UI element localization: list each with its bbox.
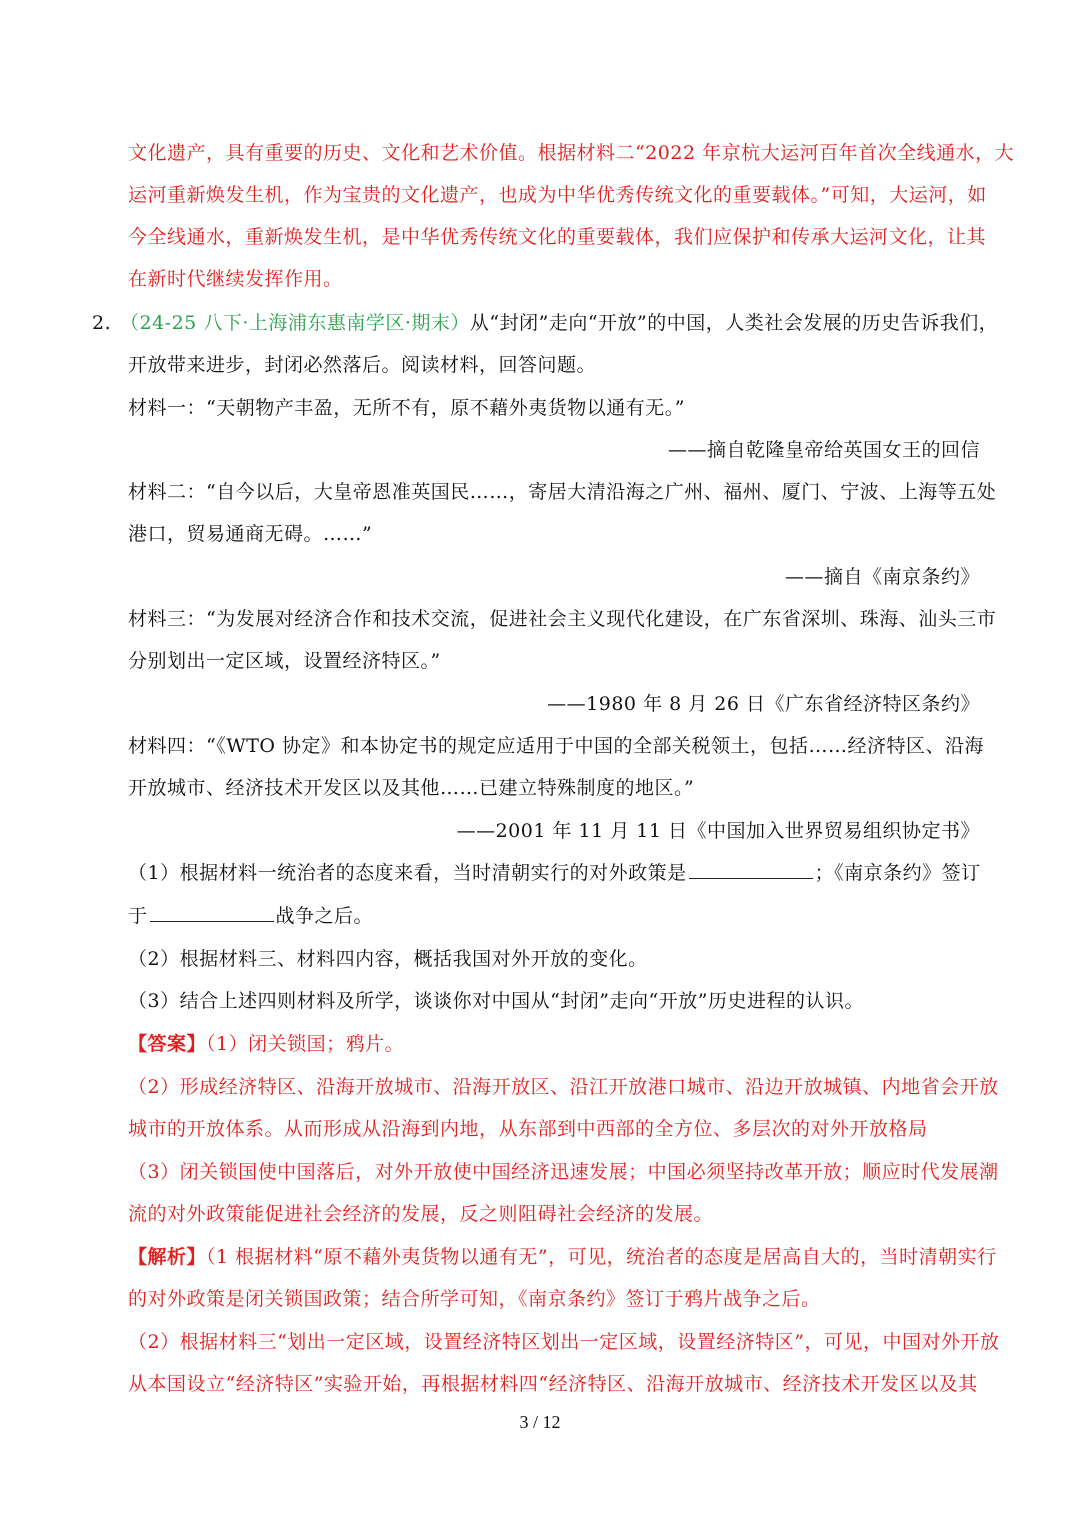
material-4-source: ——2001 年 11 月 11 日《中国加入世界贸易组织协定书》 [456,820,980,842]
subquestion-1-line-1 [128,860,981,886]
question-stem-line-1 [120,310,998,336]
intro-line-4: 在新时代继续发挥作用。 [128,268,343,290]
answer-3-line-2: 流的对外政策能促进社会经济的发展，反之则阻碍社会经济的发展。 [128,1203,714,1225]
material-2-source: ——摘自《南京条约》 [784,566,980,588]
material-4-line-1: 材料四：“《WTO 协定》和本协定书的规定应适用于中国的全部关税领土，包括……经济特区、沿海 [128,735,985,757]
subquestion-1-text-a: （1）根据材料一统治者的态度来看，当时清朝实行的对外政策是 [128,862,687,884]
subquestion-1-text-b: ；《南京条约》签订 [814,862,981,884]
material-4-line-2: 开放城市、经济技术开发区以及其他……已建立特殊制度的地区。” [128,777,695,799]
material-1: 材料一：“天朝物产丰盈，无所不有，原不藉外夷货物以通有无。” [128,397,685,419]
subquestion-2: （2）根据材料三、材料四内容，概括我国对外开放的变化。 [128,948,648,970]
subquestion-1-line-2 [128,903,373,929]
answer-label: 【答案】 [128,1033,207,1055]
answer-2-line-2: 城市的开放体系。从而形成从沿海到内地，从东部到中西部的全方位、多层次的对外开放格局 [128,1118,928,1140]
subquestion-3: （3）结合上述四则材料及所学，谈谈你对中国从“封闭”走向“开放”历史进程的认识。 [128,990,864,1012]
question-source: （24-25 八下·上海浦东惠南学区·期末） [120,312,470,334]
intro-line-2: 运河重新焕发生机，作为宝贵的文化遗产，也成为中华优秀传统文化的重要载体。”可知，大运河，如 [128,184,987,206]
page-number: 3 / 12 [519,1412,561,1432]
material-3-line-1: 材料三：“为发展对经济合作和技术交流，促进社会主义现代化建设，在广东省深圳、珠海、汕头三市 [128,608,997,630]
answer-blank-2[interactable] [150,903,274,922]
analysis-1-text: （1 根据材料“原不藉外夷货物以通有无”，可见，统治者的态度是居高自大的，当时清朝实行 [206,1246,997,1268]
analysis-line-1 [128,1244,997,1270]
question-stem-line-2: 开放带来进步，封闭必然落后。阅读材料，回答问题。 [128,354,597,376]
analysis-label: 【解析】 [128,1246,207,1268]
answer-3-line-1: （3）闭关锁国使中国落后，对外开放使中国经济迅速发展；中国必须坚持改革开放；顺应时代发展潮 [128,1161,999,1183]
material-3-source: ——1980 年 8 月 26 日《广东省经济特区条约》 [547,693,980,715]
answer-1: （1）闭关锁国；鸦片。 [206,1033,405,1055]
answer-blank-1[interactable] [689,860,813,879]
question-stem-text: 从“封闭”走向“开放”的中国，人类社会发展的历史告诉我们， [469,312,999,334]
answer-line-1 [128,1031,404,1057]
analysis-1-line-2: 的对外政策是闭关锁国政策；结合所学可知，《南京条约》签订于鸦片战争之后。 [128,1288,821,1310]
intro-line-1: 文化遗产，具有重要的历史、文化和艺术价值。根据材料二“2022 年京杭大运河百年首次全线通水，大 [128,142,1015,164]
analysis-2-line-1: （2）根据材料三“划出一定区域，设置经济特区划出一定区域，设置经济特区”，可见，中国对外开放 [128,1331,1000,1353]
subquestion-1-text-d: 战争之后。 [275,905,374,927]
subquestion-1-text-c: 于 [128,905,148,927]
intro-line-3: 今全线通水，重新焕发生机，是中华优秀传统文化的重要载体，我们应保护和传承大运河文化，让其 [128,226,987,248]
question-number: 2. [92,312,112,334]
material-1-source: ——摘自乾隆皇帝给英国女王的回信 [667,439,980,461]
material-2-line-2: 港口，贸易通商无碍。……” [128,523,373,545]
material-2-line-1: 材料二：“自今以后，大皇帝恩准英国民……，寄居大清沿海之广州、福州、厦门、宁波、上海等五处 [128,481,997,503]
material-3-line-2: 分别划出一定区域，设置经济特区。” [128,650,441,672]
answer-2-line-1: （2）形成经济特区、沿海开放城市、沿海开放区、沿江开放港口城市、沿边开放城镇、内地省会开放 [128,1076,999,1098]
analysis-2-line-2: 从本国设立“经济特区”实验开始，再根据材料四“经济特区、沿海开放城市、经济技术开发区以及其 [128,1373,978,1395]
